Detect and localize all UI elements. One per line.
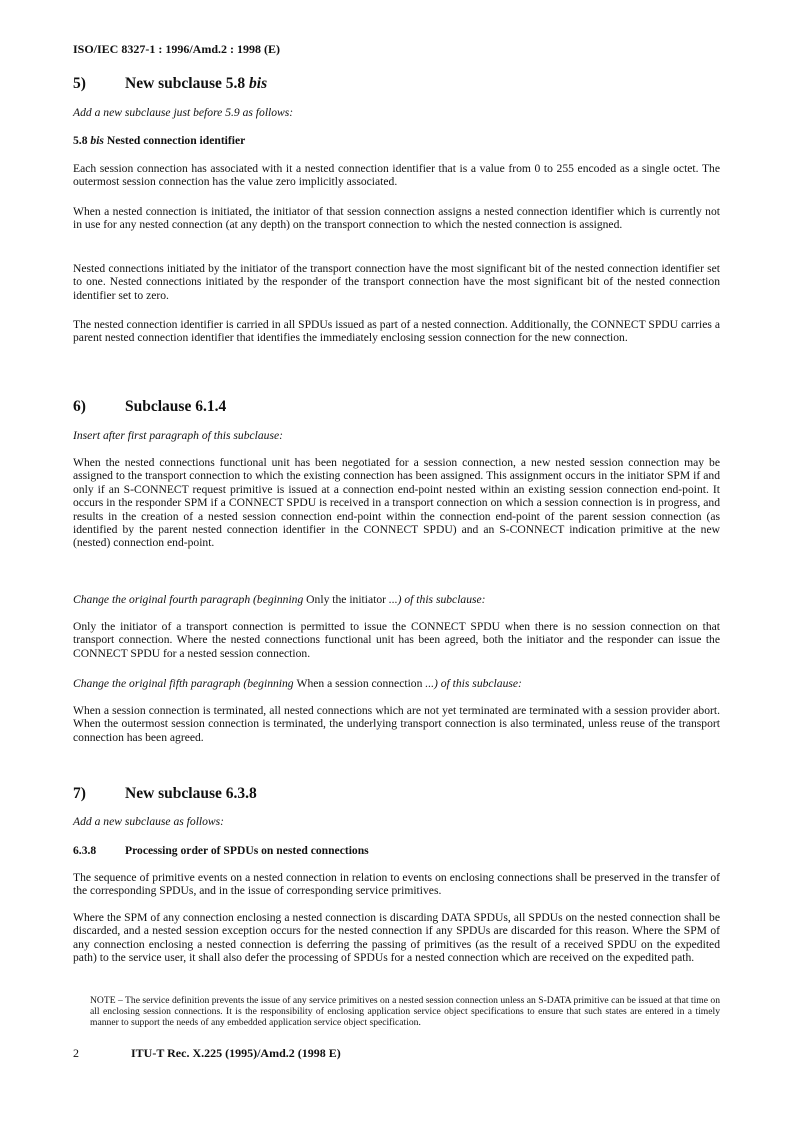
paragraph: Only the initiator of a transport connection is permitted to issue the CONNECT SPDU when there is no session connection on that transport connection. Where the nested connections functional unit has been agreed, both the initiator and the responder can issue the CONNECT SPDU for a nested session connection. [73,620,720,660]
instruction-quote: Only the initiator [306,593,387,606]
paragraph: Nested connections initiated by the initiator of the transport connection have the most significant bit of the nested connection identifier set to one. Nested connections initiated by the responder of the transport connection have the most significant bit of the nested connection identifier set to zero. [73,262,720,302]
instruction-text: Change the original fourth paragraph (beginning [73,593,307,606]
section-title: New subclause 5.8 [125,75,250,92]
section-7-instruction: Add a new subclause as follows: [73,815,225,828]
instruction [73,593,720,606]
paragraph: When a session connection is terminated, all nested connections which are not yet terminated are terminated with a session provider abort. When the outermost session connection is terminated, the underlying transport connection is also terminated, unless reuse of the transport connection has been agreed. [73,704,720,744]
paragraph: Where the SPM of any connection enclosing a nested connection is discarding DATA SPDUs, all SPDUs on the nested connection shall be discarded, and a nested session exception occurs for the nested connection if any SPDUs are discarded for this reason. Where the SPM of any connection enclosing a nested connection is deferring the passing of primitives (as the result of a received SPDU on the expedited path) to the service user, it shall also defer the processing of SPDUs for a nested connection which are received on the expedited path. [73,911,720,965]
section-7-heading [73,785,720,803]
subheading-number: 6.3.8 [73,844,97,857]
page-footer [73,1047,720,1060]
instruction-text: ...) of this subclause: [422,677,522,690]
section-title: Subclause 6.1.4 [125,398,227,415]
subclause-5-8bis-heading [73,134,720,147]
paragraph: The nested connection identifier is carried in all SPDUs issued as part of a nested connection. Additionally, the CONNECT SPDU carries a parent nested connection identifier that identifies the immediately enclosing session connection for the new connection. [73,318,720,345]
paragraph: Each session connection has associated with it a nested connection identifier that is a value from 0 to 255 encoded as a single octet. The outermost session connection has the value zero implicitly associated. [73,162,720,189]
instruction-quote: When a session connection [296,677,423,690]
instruction-text: ...) of this subclause: [386,593,486,606]
section-5-heading [73,75,720,93]
page-number: 2 [73,1046,79,1060]
running-header: ISO/IEC 8327-1 : 1996/Amd.2 : 1998 (E) [73,42,281,56]
subheading-italic: bis [90,134,104,147]
instruction [73,677,720,690]
section-title: New subclause 6.3.8 [125,785,257,802]
instruction-text: Change the original fifth paragraph (beginning [73,677,297,690]
section-5-instruction: Add a new subclause just before 5.9 as follows: [73,106,294,119]
section-title-italic: bis [249,75,268,92]
paragraph: The sequence of primitive events on a nested connection in relation to events on enclosing connections shall be preserved in the transfer of the corresponding SPDUs, and in the issue of corresponding service primitives. [73,871,720,898]
section-number: 6) [73,398,86,415]
footer-title: ITU-T Rec. X.225 (1995)/Amd.2 (1998 E) [131,1046,341,1060]
note: NOTE – The service definition prevents the issue of any service primitives on a nested session connection unless an S-DATA primitive can be issued at that time on all enclosing session connections. It is the responsibility of enclosing application service object specifications to ensure that such states are entered in a timely manner to support the needs of any embedded application service object specification. [90,995,720,1028]
subheading-number: 5.8 [73,134,91,147]
section-number: 5) [73,75,86,92]
paragraph: When the nested connections functional unit has been negotiated for a session connection, a new nested session connection may be assigned to the transport connection to which the existing connection has been assigned. This assignment occurs in the initiator SPM if and only if an S-CONNECT request primitive is issued at a connection end-point nested within an existing session connection end-point. It occurs in the responder SPM if a CONNECT SPDU is received in a transport connection on which a session connection is in progress, and results in the creation of a nested session connection end-point within the connection end-point of the parent session connection (as identified by the parent nested connection identifier in the CONNECT SPDU) and an S-CONNECT indication primitive at the new (nested) connection end-point. [73,456,720,550]
section-6-instruction: Insert after first paragraph of this subclause: [73,429,283,442]
section-number: 7) [73,785,86,802]
paragraph: When a nested connection is initiated, the initiator of that session connection assigns a nested connection identifier which is currently not in use for any nested connection (at any depth) on the transport connection to which the nested connection is assigned. [73,205,720,232]
section-6-heading [73,398,720,416]
subheading-title: Processing order of SPDUs on nested connections [125,844,369,857]
subheading-title: Nested connection identifier [103,134,246,147]
subclause-6-3-8-heading [73,844,720,857]
